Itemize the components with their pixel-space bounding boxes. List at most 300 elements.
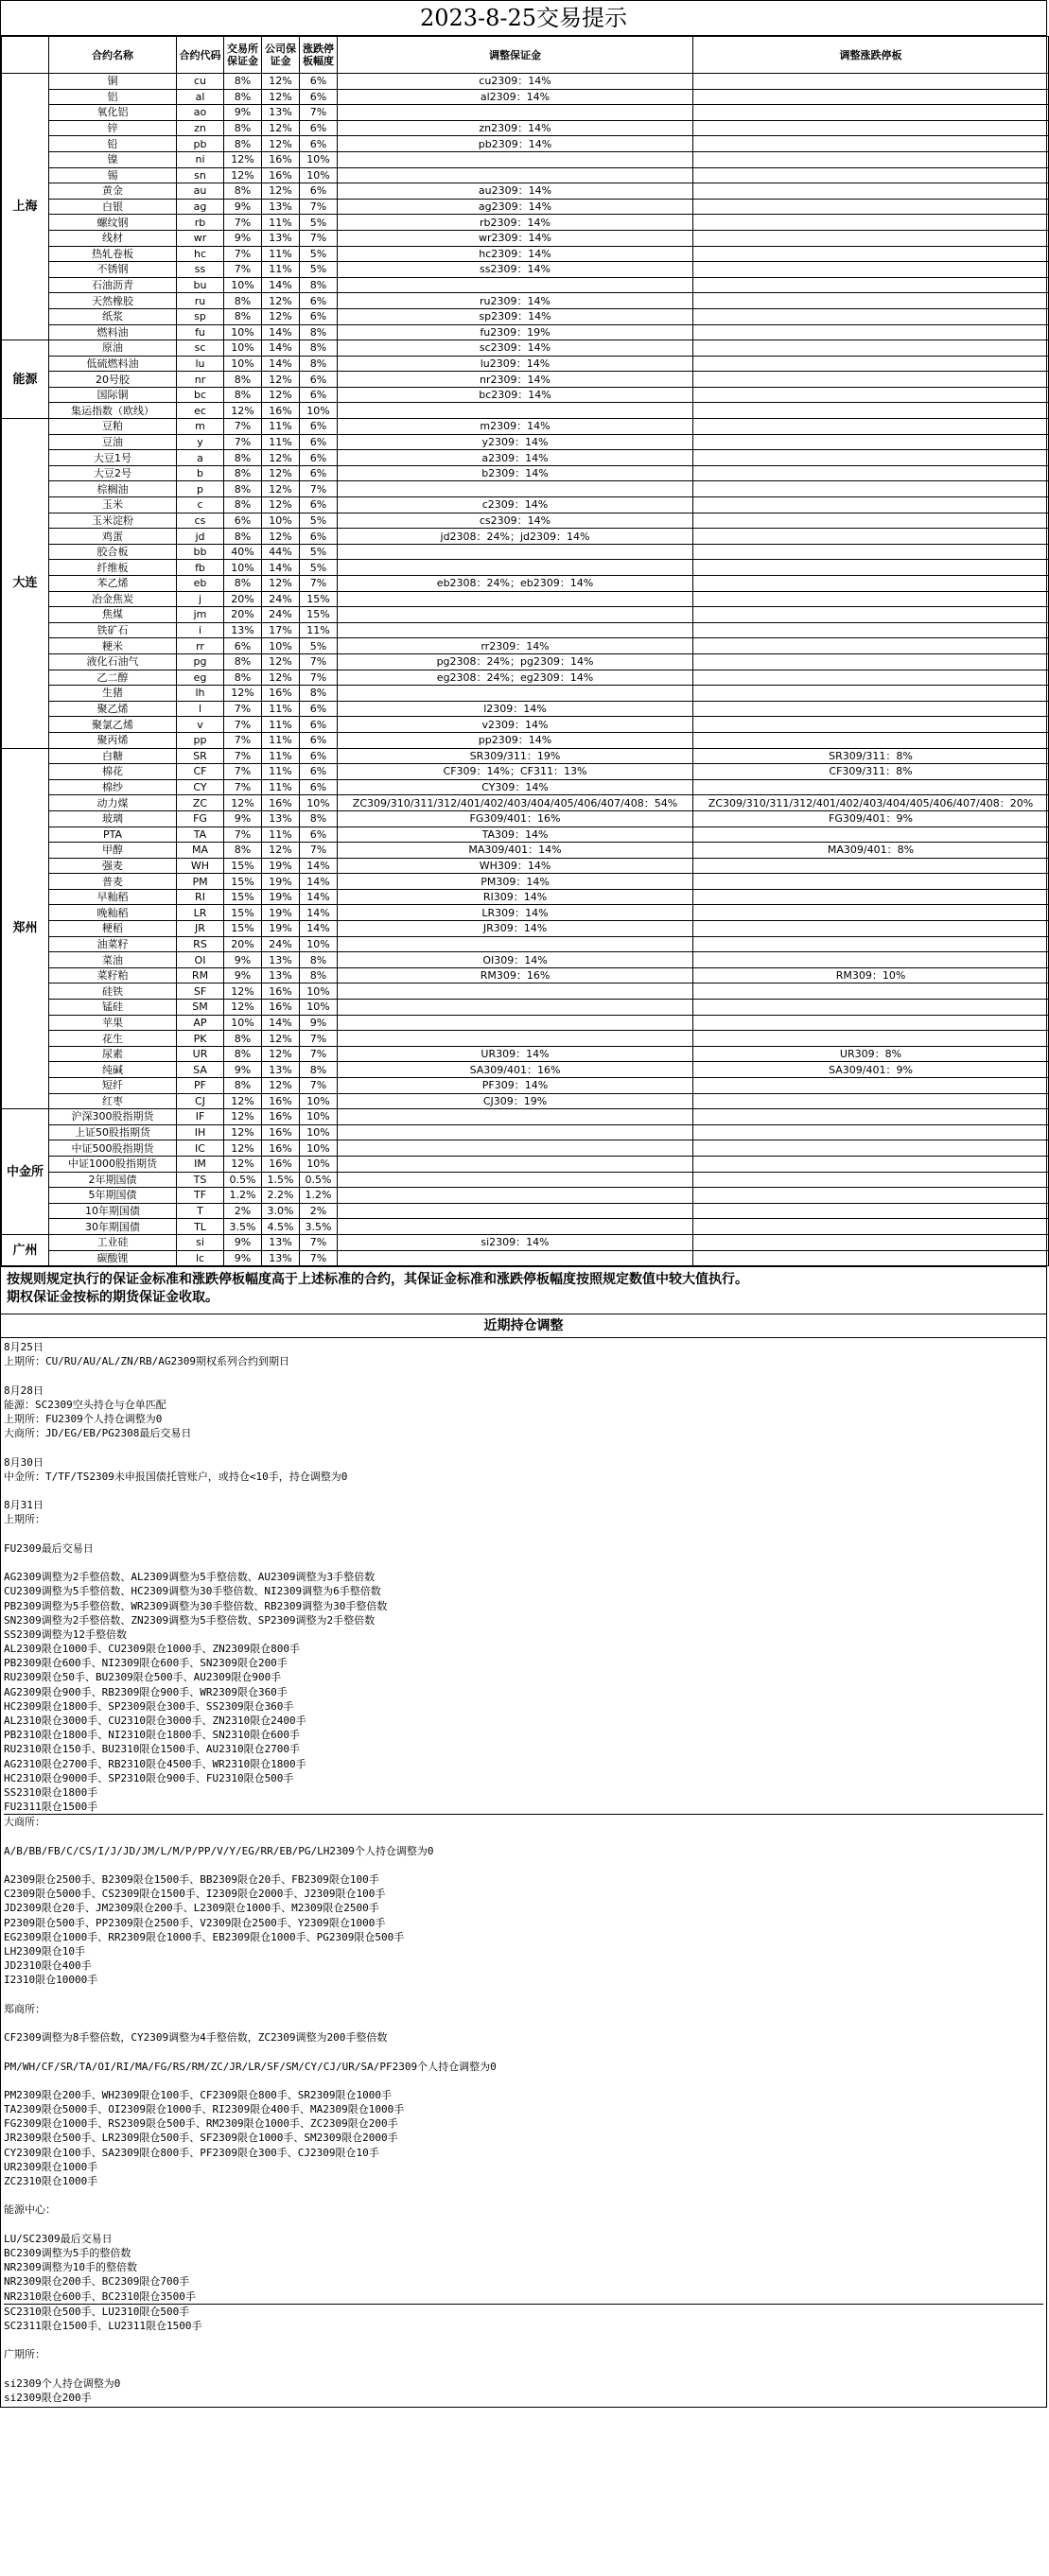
adjust-margin: PF309：14% (338, 1078, 693, 1094)
contract-name: 30年期国债 (49, 1219, 177, 1235)
recent-line: SS2310限仓1800手 (4, 1785, 98, 1799)
exchange-margin: 12% (224, 1109, 262, 1125)
limit-range: 3.5% (300, 1219, 338, 1235)
contract-code: CF (177, 764, 224, 780)
contract-name: 低硫燃料油 (49, 356, 177, 372)
company-margin: 12% (262, 120, 300, 136)
exchange-margin: 9% (224, 952, 262, 968)
company-margin: 11% (262, 215, 300, 231)
table-row (2, 560, 1049, 576)
adjust-limit (693, 1015, 1049, 1031)
limit-range: 7% (300, 199, 338, 215)
contract-name: 线材 (49, 230, 177, 246)
table-row (2, 277, 1049, 293)
exchange-margin: 9% (224, 230, 262, 246)
adjust-limit (693, 1156, 1049, 1172)
contract-name: PTA (49, 827, 177, 843)
exchange-margin: 6% (224, 513, 262, 529)
company-margin: 11% (262, 732, 300, 748)
header-exchange-margin: 交易所保证金 (224, 37, 262, 74)
adjust-margin: LR309：14% (338, 905, 693, 921)
adjust-margin (338, 151, 693, 167)
contract-code: SA (177, 1062, 224, 1078)
table-row (2, 1156, 1049, 1172)
contract-code: pg (177, 653, 224, 670)
table-row (2, 795, 1049, 811)
adjust-margin (338, 1031, 693, 1047)
adjust-margin: lu2309：14% (338, 356, 693, 372)
adjust-limit (693, 686, 1049, 702)
company-margin: 12% (262, 1078, 300, 1094)
limit-range: 14% (300, 874, 338, 890)
adjust-margin: a2309：14% (338, 450, 693, 466)
table-row (2, 1062, 1049, 1078)
exchange-cell: 能源 (2, 340, 49, 419)
recent-line: LU/SC2309最后交易日 (4, 2232, 113, 2245)
adjust-margin: y2309：14% (338, 434, 693, 450)
company-margin: 13% (262, 1250, 300, 1266)
table-row (2, 686, 1049, 702)
adjust-limit (693, 952, 1049, 968)
exchange-margin: 12% (224, 686, 262, 702)
contract-code: MA (177, 843, 224, 859)
contract-code: lc (177, 1250, 224, 1266)
contract-name: 国际铜 (49, 387, 177, 403)
adjust-limit (693, 905, 1049, 921)
recent-line: BC2309调整为5手的整倍数 (4, 2246, 131, 2259)
recent-line: JD2309限仓20手、JM2309限仓200手、L2309限仓1000手、M2309限仓2500手 (4, 1902, 379, 1915)
adjust-limit (693, 356, 1049, 372)
recent-line: 大商所：JD/EG/EB/PG2308最后交易日 (4, 1427, 192, 1440)
recent-line (4, 1440, 1043, 1454)
table-row (2, 450, 1049, 466)
recent-line (4, 1988, 1043, 2002)
exchange-margin: 20% (224, 936, 262, 952)
exchange-margin: 15% (224, 905, 262, 921)
company-margin: 16% (262, 1124, 300, 1140)
adjust-margin: FG309/401：16% (338, 810, 693, 827)
limit-range: 5% (300, 262, 338, 278)
adjust-limit (693, 230, 1049, 246)
adjust-limit (693, 372, 1049, 388)
company-margin: 4.5% (262, 1219, 300, 1235)
contract-code: PF (177, 1078, 224, 1094)
adjust-limit (693, 89, 1049, 105)
company-margin: 11% (262, 827, 300, 843)
table-row (2, 215, 1049, 231)
contract-code: JR (177, 921, 224, 937)
contract-code: wr (177, 230, 224, 246)
limit-range: 6% (300, 529, 338, 545)
adjust-limit (693, 450, 1049, 466)
company-margin: 16% (262, 686, 300, 702)
exchange-margin: 9% (224, 1234, 262, 1250)
contract-code: i (177, 622, 224, 638)
contract-name: 尿素 (49, 1046, 177, 1062)
adjust-limit (693, 576, 1049, 592)
adjust-limit (693, 560, 1049, 576)
exchange-margin: 8% (224, 89, 262, 105)
limit-range: 6% (300, 387, 338, 403)
adjust-margin (338, 936, 693, 952)
company-margin: 12% (262, 450, 300, 466)
recent-line: 8月31日 (4, 1499, 44, 1512)
exchange-margin: 3.5% (224, 1219, 262, 1235)
table-row (2, 1078, 1049, 1094)
limit-range: 9% (300, 1015, 338, 1031)
recent-line: SC2310限仓500手、LU2310限仓500手 (4, 2305, 190, 2318)
contract-code: c (177, 497, 224, 513)
adjust-margin: SA309/401：16% (338, 1062, 693, 1078)
company-margin: 12% (262, 293, 300, 309)
recent-line (4, 2361, 1043, 2376)
table-row (2, 199, 1049, 215)
exchange-margin: 8% (224, 670, 262, 686)
adjust-margin (338, 1156, 693, 1172)
table-row (2, 936, 1049, 952)
contract-name: 玻璃 (49, 810, 177, 827)
contract-code: ZC (177, 795, 224, 811)
table-row (2, 905, 1049, 921)
adjust-limit (693, 513, 1049, 529)
exchange-margin: 0.5% (224, 1172, 262, 1188)
exchange-margin: 12% (224, 1156, 262, 1172)
exchange-margin: 8% (224, 136, 262, 152)
adjust-limit (693, 403, 1049, 419)
recent-line: A/B/BB/FB/C/CS/I/J/JD/JM/L/M/P/PP/V/Y/EG/RR/EB/PG/LH2309个人持仓调整为0 (4, 1844, 434, 1857)
limit-range: 2% (300, 1203, 338, 1219)
contract-code: fb (177, 560, 224, 576)
adjust-limit (693, 497, 1049, 513)
table-row (2, 653, 1049, 670)
adjust-limit (693, 340, 1049, 357)
table-row (2, 74, 1049, 90)
contract-code: lu (177, 356, 224, 372)
limit-range: 10% (300, 1109, 338, 1125)
exchange-margin: 20% (224, 607, 262, 623)
limit-range: 0.5% (300, 1172, 338, 1188)
contract-name: 强麦 (49, 858, 177, 874)
adjust-limit (693, 1203, 1049, 1219)
adjust-margin (338, 1124, 693, 1140)
contract-name: 棕榈油 (49, 481, 177, 497)
exchange-margin: 12% (224, 1140, 262, 1157)
company-margin: 44% (262, 544, 300, 560)
limit-range: 10% (300, 936, 338, 952)
adjust-limit (693, 1124, 1049, 1140)
table-row (2, 513, 1049, 529)
contract-name: 苹果 (49, 1015, 177, 1031)
limit-range: 7% (300, 105, 338, 121)
recent-line: SN2309调整为2手整倍数、ZN2309调整为5手整倍数、SP2309调整为2手整倍数 (4, 1613, 376, 1627)
exchange-margin: 40% (224, 544, 262, 560)
table-row (2, 356, 1049, 372)
adjust-limit: CF309/311：8% (693, 764, 1049, 780)
limit-range: 5% (300, 513, 338, 529)
adjust-limit: RM309：10% (693, 967, 1049, 983)
exchange-margin: 7% (224, 779, 262, 795)
table-row (2, 1031, 1049, 1047)
contract-code: RM (177, 967, 224, 983)
exchange-margin: 8% (224, 372, 262, 388)
company-margin: 16% (262, 1156, 300, 1172)
recent-line: CU2309调整为5手整倍数、HC2309调整为30手整倍数、NI2309调整为6手整倍数 (4, 1585, 381, 1598)
exchange-margin: 7% (224, 827, 262, 843)
table-row (2, 481, 1049, 497)
exchange-margin: 8% (224, 1078, 262, 1094)
adjust-margin (338, 983, 693, 1000)
adjust-limit (693, 1234, 1049, 1250)
contract-name: 镍 (49, 151, 177, 167)
contract-code: ss (177, 262, 224, 278)
contract-code: LR (177, 905, 224, 921)
recent-line (4, 2045, 1043, 2059)
adjust-margin: au2309：14% (338, 183, 693, 200)
adjust-limit (693, 921, 1049, 937)
contract-code: RI (177, 889, 224, 905)
exchange-margin: 7% (224, 732, 262, 748)
company-margin: 12% (262, 529, 300, 545)
contract-code: y (177, 434, 224, 450)
contract-code: pp (177, 732, 224, 748)
contract-code: cs (177, 513, 224, 529)
adjust-margin: PM309：14% (338, 874, 693, 890)
exchange-margin: 8% (224, 481, 262, 497)
table-row (2, 465, 1049, 481)
adjust-margin: al2309：14% (338, 89, 693, 105)
exchange-margin: 8% (224, 497, 262, 513)
contract-name: 液化石油气 (49, 653, 177, 670)
company-margin: 2.2% (262, 1188, 300, 1204)
table-row (2, 1234, 1049, 1250)
company-margin: 24% (262, 591, 300, 607)
adjust-limit (693, 732, 1049, 748)
contract-name: 豆粕 (49, 419, 177, 435)
adjust-margin: m2309：14% (338, 419, 693, 435)
page-title: 2023-8-25交易提示 (1, 1, 1046, 36)
exchange-margin: 8% (224, 529, 262, 545)
recent-line: 能源中心： (4, 2203, 56, 2217)
limit-range: 6% (300, 779, 338, 795)
adjust-margin (338, 1250, 693, 1266)
contract-code: pb (177, 136, 224, 152)
adjust-limit (693, 1109, 1049, 1125)
company-margin: 13% (262, 1062, 300, 1078)
adjust-margin (338, 167, 693, 183)
exchange-margin: 15% (224, 889, 262, 905)
adjust-limit (693, 277, 1049, 293)
contract-name: 豆油 (49, 434, 177, 450)
contract-code: ni (177, 151, 224, 167)
exchange-margin: 10% (224, 340, 262, 357)
table-row (2, 764, 1049, 780)
contract-code: IM (177, 1156, 224, 1172)
contract-code: RS (177, 936, 224, 952)
notice-line: 期权保证金按标的期货保证金收取。 (7, 1290, 219, 1306)
limit-range: 7% (300, 1234, 338, 1250)
table-row (2, 952, 1049, 968)
adjust-limit (693, 936, 1049, 952)
contract-name: 菜油 (49, 952, 177, 968)
adjust-limit (693, 324, 1049, 340)
contract-code: ao (177, 105, 224, 121)
recent-adjust-title: 近期持仓调整 (1, 1314, 1046, 1338)
contract-code: SR (177, 748, 224, 764)
recent-line: HC2310限仓9000手、SP2310限仓900手、FU2310限仓500手 (4, 1771, 294, 1784)
adjust-limit (693, 827, 1049, 843)
exchange-margin: 12% (224, 795, 262, 811)
adjust-limit (693, 591, 1049, 607)
limit-range: 6% (300, 732, 338, 748)
adjust-margin: ru2309：14% (338, 293, 693, 309)
limit-range: 8% (300, 1062, 338, 1078)
adjust-margin: TA309：14% (338, 827, 693, 843)
contract-name: 粳稻 (49, 921, 177, 937)
header-name: 合约名称 (49, 37, 177, 74)
table-row (2, 434, 1049, 450)
company-margin: 13% (262, 105, 300, 121)
company-margin: 11% (262, 748, 300, 764)
table-row (2, 810, 1049, 827)
adjust-margin (338, 1203, 693, 1219)
limit-range: 7% (300, 230, 338, 246)
adjust-margin: wr2309：14% (338, 230, 693, 246)
limit-range: 10% (300, 167, 338, 183)
table-row (2, 638, 1049, 654)
recent-line: JR2309限仓500手、LR2309限仓500手、SF2309限仓1000手、SM2309限仓2000手 (4, 2132, 398, 2145)
limit-range: 6% (300, 136, 338, 152)
company-margin: 3.0% (262, 1203, 300, 1219)
recent-line: PB2309限仓600手、NI2309限仓600手、SN2309限仓200手 (4, 1657, 288, 1670)
limit-range: 6% (300, 465, 338, 481)
contract-name: 鸡蛋 (49, 529, 177, 545)
recent-line: 中金所：T/TF/TS2309未申报国债托管账户，或持仓<10手，持仓调整为0 (4, 1470, 348, 1483)
limit-range: 7% (300, 1031, 338, 1047)
company-margin: 11% (262, 262, 300, 278)
company-margin: 12% (262, 465, 300, 481)
exchange-margin: 10% (224, 324, 262, 340)
adjust-limit (693, 1093, 1049, 1109)
contract-name: 普麦 (49, 874, 177, 890)
adjust-limit (693, 293, 1049, 309)
contract-code: CJ (177, 1093, 224, 1109)
adjust-limit (693, 434, 1049, 450)
adjust-limit (693, 1172, 1049, 1188)
limit-range: 6% (300, 450, 338, 466)
company-margin: 14% (262, 277, 300, 293)
exchange-margin: 8% (224, 293, 262, 309)
limit-range: 7% (300, 1078, 338, 1094)
limit-range: 6% (300, 748, 338, 764)
table-row (2, 120, 1049, 136)
exchange-margin: 7% (224, 246, 262, 262)
company-margin: 11% (262, 419, 300, 435)
contract-code: hc (177, 246, 224, 262)
adjust-margin: RI309：14% (338, 889, 693, 905)
adjust-margin (338, 1015, 693, 1031)
contract-name: 大豆2号 (49, 465, 177, 481)
limit-range: 10% (300, 151, 338, 167)
company-margin: 1.5% (262, 1172, 300, 1188)
limit-range: 7% (300, 1046, 338, 1062)
table-row (2, 544, 1049, 560)
table-row (2, 167, 1049, 183)
company-margin: 13% (262, 230, 300, 246)
exchange-margin: 7% (224, 764, 262, 780)
table-row (2, 529, 1049, 545)
margin-table (1, 36, 1049, 1266)
contract-code: au (177, 183, 224, 200)
table-row (2, 622, 1049, 638)
adjust-limit (693, 874, 1049, 890)
limit-range: 6% (300, 419, 338, 435)
adjust-margin: pp2309：14% (338, 732, 693, 748)
table-row (2, 967, 1049, 983)
table-row (2, 1015, 1049, 1031)
table-row (2, 372, 1049, 388)
limit-range: 8% (300, 686, 338, 702)
table-row (2, 1203, 1049, 1219)
limit-range: 5% (300, 215, 338, 231)
adjust-margin: zn2309：14% (338, 120, 693, 136)
adjust-margin: l2309：14% (338, 701, 693, 717)
exchange-margin: 8% (224, 653, 262, 670)
recent-line: 郑商所： (4, 2002, 45, 2015)
table-row (2, 576, 1049, 592)
contract-name: 玉米淀粉 (49, 513, 177, 529)
adjust-limit (693, 1031, 1049, 1047)
company-margin: 11% (262, 246, 300, 262)
recent-line (4, 2074, 1043, 2088)
contract-name: 中证1000股指期货 (49, 1156, 177, 1172)
limit-range: 8% (300, 810, 338, 827)
exchange-margin: 12% (224, 983, 262, 1000)
recent-line: AL2309限仓1000手、CU2309限仓1000手、ZN2309限仓800手 (4, 1643, 301, 1656)
contract-code: bb (177, 544, 224, 560)
contract-name: 5年期国债 (49, 1188, 177, 1204)
limit-range: 7% (300, 670, 338, 686)
adjust-margin: rb2309：14% (338, 215, 693, 231)
exchange-margin: 10% (224, 1015, 262, 1031)
adjust-limit (693, 1140, 1049, 1157)
contract-code: v (177, 717, 224, 733)
exchange-margin: 7% (224, 215, 262, 231)
contract-code: UR (177, 1046, 224, 1062)
recent-line: SS2309调整为12手整倍数 (4, 1627, 127, 1641)
contract-name: 热轧卷板 (49, 246, 177, 262)
contract-code: eb (177, 576, 224, 592)
table-row (2, 105, 1049, 121)
adjust-margin: fu2309：19% (338, 324, 693, 340)
company-margin: 13% (262, 967, 300, 983)
adjust-margin: sc2309：14% (338, 340, 693, 357)
exchange-margin: 8% (224, 308, 262, 324)
contract-code: PM (177, 874, 224, 890)
table-row (2, 591, 1049, 607)
company-margin: 16% (262, 795, 300, 811)
adjust-limit (693, 983, 1049, 1000)
contract-name: 胶合板 (49, 544, 177, 560)
adjust-limit (693, 717, 1049, 733)
recent-line: FU2311限仓1500手 (4, 1801, 98, 1814)
adjust-margin: cu2309：14% (338, 74, 693, 90)
adjust-limit (693, 120, 1049, 136)
adjust-limit: SA309/401：9% (693, 1062, 1049, 1078)
table-row (2, 1219, 1049, 1235)
adjust-margin: bc2309：14% (338, 387, 693, 403)
contract-code: SM (177, 1000, 224, 1016)
exchange-margin: 13% (224, 622, 262, 638)
